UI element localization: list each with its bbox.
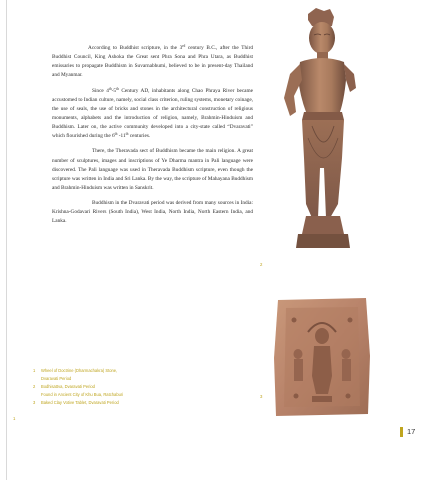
- figure-2-marker: 2: [260, 262, 263, 267]
- paragraph-1-text-cont: century B.C., after the Third Buddhist Council, King Ashoka the Great sent Phra Sona and Phra Utara, as Buddhist emissaries to propagate Buddhism in Suvarnabhumi, believed to be in present-day Thailand and Myanmar.: [52, 45, 253, 79]
- caption-text: Bodhisattva, Dvaravati Period: [41, 384, 95, 389]
- paragraph-2-text: Century AD, inhabitants along Chao Phraya River became accustomed to Indian culture, namely, social class criterion, ruling systems, monetary coinage, the use of seals, the use of bricks and stones in the architectural construction of religious monuments, alphabets and the introduction of religion, namely, Brahmin-Hinduism and Buddhism. Later on, the active community developed into a city-state called “Dvaravati” which flourished during the 6: [52, 87, 253, 139]
- ordinal-suffix: th: [108, 86, 112, 91]
- figure-captions: [33, 367, 243, 407]
- caption-row: [33, 391, 243, 399]
- caption-text: Found in Ancient City of Khu Bua, Ratchaburi: [41, 392, 124, 397]
- caption-row: [33, 383, 243, 391]
- caption-number: 1: [33, 368, 36, 373]
- caption-number: [33, 375, 41, 383]
- ordinal-suffix: th: [125, 131, 129, 136]
- paragraph-2-text: centuries.: [128, 132, 151, 139]
- paragraph-2: [52, 87, 253, 141]
- paragraph-2-text: -5: [111, 87, 117, 94]
- caption-text: Wheel of Doctrine (Dharmachakra) Stone,: [41, 368, 118, 373]
- caption-text: Dvaravati Period: [41, 376, 72, 381]
- caption-row: [33, 375, 243, 383]
- caption-number: 2: [33, 384, 36, 389]
- paragraph-1: [52, 44, 253, 80]
- page-gutter-line: [6, 0, 7, 480]
- caption-text: Baked Clay Votive Tablet, Dvaravati Period: [41, 400, 119, 405]
- bodhisattva-statue-photo: [268, 8, 378, 266]
- caption-row: [33, 367, 243, 375]
- ordinal-suffix: rd: [182, 44, 186, 48]
- paragraph-4: Buddhism in the Dvaravati period was derived from many sources in India: Krishna-Godavari Rivers (South India), West India, North India, North Eastern India, and Lanka.: [52, 200, 253, 225]
- paragraph-2-text: -11: [117, 132, 126, 139]
- ordinal-suffix: th: [116, 86, 119, 91]
- votive-tablet-photo: [272, 296, 372, 418]
- page-number: 17: [407, 427, 416, 436]
- figure-1-marker: 1: [13, 416, 16, 421]
- paragraph-1-text: According to Buddhist scripture, in the 3: [88, 45, 183, 51]
- body-text: [52, 44, 253, 233]
- ordinal-suffix: th: [114, 131, 118, 136]
- paragraph-3: There, the Theravada sect of Buddhism became the main religion. A great number of sculptures, images and inscriptions of Ye Dharma mantra in Pali language were discovered. The Pali language was used in Theravada Buddhism scripture, even though the scripture was written in India and Sri Lanka. By the way, the scripture of Mahayana Buddhism and Brahmin-Hinduism was written in Sanskrit.: [52, 148, 253, 191]
- paragraph-2-text: Since 4: [92, 87, 109, 94]
- caption-row: [33, 399, 243, 407]
- caption-number: 3: [33, 400, 36, 405]
- page-number-accent-bar: [400, 427, 403, 437]
- caption-number: [33, 391, 41, 399]
- figure-3-marker: 3: [260, 394, 263, 399]
